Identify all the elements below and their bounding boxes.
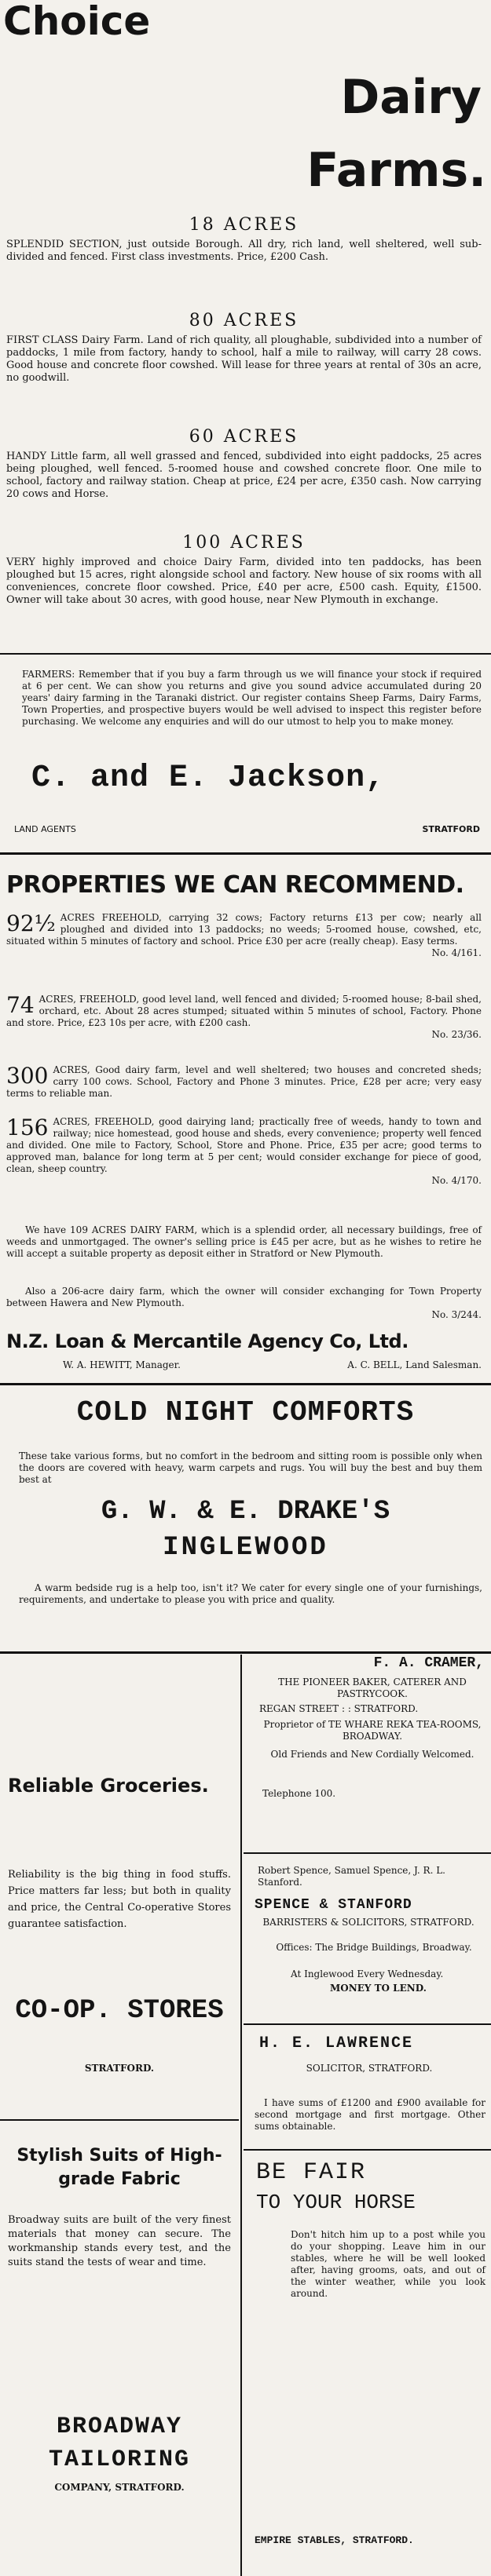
lawrence-role: SOLICITOR, STRATFORD.: [306, 2063, 433, 2074]
lawrence-ad: [244, 2031, 487, 2141]
listing-80-acres: [6, 308, 482, 385]
empire-stables: EMPIRE STABLES, STRATFORD.: [255, 2534, 414, 2546]
property-acres: 156: [6, 1115, 49, 1140]
spence-office: Offices: The Bridge Buildings, Broadway.: [276, 1942, 472, 1953]
suits-company: COMPANY, STRATFORD.: [54, 2482, 185, 2493]
property-text: Also a 206-acre dairy farm, which the owner will consider exchanging for Town Property between Hawera and New Plymouth.: [6, 1286, 482, 1308]
farms-title: Farms.: [306, 143, 486, 198]
property-acres: 300: [6, 1063, 49, 1089]
spence-visit: At Inglewood Every Wednesday.: [291, 1968, 444, 1979]
listing-text: VERY highly improved and choice Dairy Farm, divided into ten paddocks, has been ploughed but 15 acres, right alongside school and factory. New house of six rooms with all conveniences, concrete floor cowshed. Price, £40 per acre, £500 cash. Equity, £1500. Owner will take about 30 acres, with good house, near New Plymouth in exchange.: [6, 556, 482, 606]
horse-title-2: TO YOUR HORSE: [256, 2191, 416, 2214]
property-ref: No. 23/36.: [431, 1029, 482, 1040]
properties-ad: [0, 856, 491, 1460]
horse-text: Don't hitch him up to a post while you do your shopping. Leave him in our stables, where he will be well looked after, having grooms, oats, and out of the winter weather, while you look around.: [291, 2229, 486, 2299]
comforts-intro: These take various forms, but no comfort in the bedroom and sitting room is possible only when the doors are covered with heavy, warm carpets and rugs. You will buy the best and buy them best at: [19, 1450, 482, 1485]
store-name: G. W. & E. DRAKE'S: [101, 1497, 390, 1527]
property-text: ACRES, FREEHOLD, good dairying land; practically free of weeds, handy to town and railway; nice homestead, good house and sheds, every convenience; property well fenced and divided. One mile to Factory, School, Store and Phone. Price, £35 per acre; good terms to approved man, balance for long term at 5 per cent; would consider exchange for piece of good, clean, sheep country.: [6, 1116, 482, 1174]
agent-town: STRATFORD: [422, 824, 480, 834]
two-column-section: [0, 1655, 491, 2576]
property-listing: [6, 1116, 482, 1218]
property-ref: No. 3/244.: [431, 1309, 482, 1320]
farmers-note: FARMERS: Remember that if you buy a farm through us we will finance your stock if required at 6 per cent. We can show you returns and give you sound advice accumulated during 20 years' dairy farming in the Taranaki district. Our register contains Sheep Farms, Dairy Farms, Town Properties, and prospective buyers would be well advised to inspect this register before purchasing. We welcome any enquiries and will do our utmost to help you to make money.: [22, 669, 482, 727]
property-text: ACRES FREEHOLD, carrying 32 cows; Factory returns £13 per cow; nearly all ploughed and divided into 13 paddocks; no weeds; 5-roomed house, cowshed, etc, situated within 5 minutes of factory and school. Price £30 per acre (really cheap). Easy terms.: [6, 912, 482, 947]
agent-role: LAND AGENTS: [14, 824, 76, 834]
cold-night-comforts-ad: [0, 1386, 491, 1650]
property-ref: No. 4/161.: [431, 947, 482, 958]
property-listing: [6, 912, 482, 987]
listing-100-acres: [6, 530, 482, 607]
agent-name: C. and E. Jackson,: [31, 761, 386, 796]
divider: [244, 2149, 491, 2151]
choice-dairy-farms-ad: [0, 0, 491, 852]
property-ref: No. 4/170.: [431, 1175, 482, 1186]
horse-ad: [244, 2157, 487, 2576]
cramer-line1: THE PIONEER BAKER, CATERER AND PASTRYCOOK.: [278, 1677, 467, 1699]
cramer-line4: Old Friends and New Cordially Welcomed.: [270, 1749, 475, 1760]
coop-town: STRATFORD.: [84, 2063, 155, 2074]
divider: [0, 653, 491, 655]
dairy-title: Dairy: [340, 70, 482, 125]
listing-heading: 60 ACRES: [189, 427, 299, 447]
spence-stanford-ad: [244, 1860, 487, 2017]
groceries-ad: [0, 1655, 239, 2125]
spence-firm: SPENCE & STANFORD: [255, 1897, 412, 1913]
listing-heading: 80 ACRES: [189, 311, 299, 330]
divider: [0, 1383, 491, 1385]
listing-text: SPLENDID SECTION, just outside Borough. All dry, rich land, well sheltered, well sub-divided and fenced. First class investments. Price, £200 Cash.: [6, 239, 482, 263]
divider: [0, 2119, 239, 2121]
company-name: N.Z. Loan & Mercantile Agency Co, Ltd.: [6, 1330, 409, 1352]
divider: [244, 1852, 491, 1854]
cramer-ad: [244, 1655, 487, 1857]
suits-title: Stylish Suits of High-grade Fabric: [16, 2146, 222, 2189]
property-text: We have 109 ACRES DAIRY FARM, which is a splendid order, all necessary buildings, free of weeds and unmortgaged. The owner's selling price is £45 per acre, but as he wishes to retire he will accept a suitable property as deposit either in Stratford or New Plymouth.: [6, 1224, 482, 1259]
store-town: INGLEWOOD: [163, 1533, 328, 1563]
listing-18-acres: [6, 212, 482, 264]
property-acres: 92½: [6, 910, 56, 936]
property-listing: [6, 994, 482, 1058]
cramer-line3: Proprietor of TE WHARE REKA TEA-ROOMS, BROADWAY.: [263, 1719, 482, 1742]
groceries-title: Reliable Groceries.: [8, 1775, 209, 1797]
salesman: A. C. BELL, Land Salesman.: [347, 1359, 482, 1370]
coop-stores: CO-OP. STORES: [15, 1996, 224, 2026]
groceries-text: Reliability is the big thing in food stuffs. Price matters far less; but both in quality and price, the Central Co-operative Stores guarantee satisfaction.: [8, 1869, 231, 1930]
suits-ad: [0, 2125, 239, 2576]
horse-title-1: BE FAIR: [256, 2159, 367, 2186]
listing-heading: 18 ACRES: [189, 215, 299, 235]
suits-text: Broadway suits are built of the very finest materials that money can secure. The workmanship stands every test, and the suits stand the tests of wear and time.: [8, 2214, 231, 2268]
property-text: ACRES, Good dairy farm, level and well sheltered; two houses and concreted sheds; carry 100 cows. School, Factory and Phone 3 minutes. Price, £28 per acre; very easy terms to reliable man.: [6, 1064, 482, 1099]
manager: W. A. HEWITT, Manager.: [63, 1359, 181, 1370]
divider: [0, 1651, 491, 1654]
tailoring: TAILORING: [48, 2446, 191, 2473]
listing-heading: 100 ACRES: [182, 533, 306, 553]
cramer-line2: REGAN STREET : : STRATFORD.: [259, 1703, 419, 1714]
listing-60-acres: [6, 424, 482, 501]
cramer-name: F. A. CRAMER,: [373, 1655, 484, 1671]
listing-text: FIRST CLASS Dairy Farm. Land of rich quality, all ploughable, subdivided into a number of paddocks, 1 mile from factory, handy to school, half a mile to railway, will carry 28 cows. Good house and concrete floor cowshed. Will lease for three years at rental of 30s an acre, no goodwill.: [6, 334, 482, 384]
spence-names: Robert Spence, Samuel Spence, J. R. L. Stanford.: [258, 1865, 445, 1888]
spence-role: BARRISTERS & SOLICITORS, STRATFORD.: [262, 1917, 475, 1928]
property-text: ACRES, FREEHOLD, good level land, well fenced and divided; 5-roomed house; 8-bail shed, orchard, etc. About 28 acres stumped; situated within 5 minutes of school, Factory. Phone and store. Price, £23 10s per acre, with £200 cash.: [6, 994, 482, 1028]
properties-title: PROPERTIES WE CAN RECOMMEND.: [6, 871, 464, 899]
property-listing: [6, 1064, 482, 1115]
right-column: [244, 1655, 491, 2576]
lawrence-name: H. E. LAWRENCE: [259, 2034, 414, 2052]
lawrence-text: I have sums of £1200 and £900 available for second mortgage and first mortgage. Other sums obtainable.: [255, 2097, 486, 2132]
choice-title: Choice: [3, 0, 151, 44]
property-acres: 74: [6, 992, 35, 1018]
property-listing: [6, 1286, 482, 1321]
comforts-title: COLD NIGHT COMFORTS: [76, 1396, 415, 1428]
spence-money: MONEY TO LEND.: [330, 1983, 427, 1994]
column-divider: [240, 1655, 242, 2576]
broadway: BROADWAY: [56, 2414, 183, 2440]
cramer-phone: Telephone 100.: [262, 1788, 336, 1799]
listing-text: HANDY Little farm, all well grassed and fenced, subdivided into eight paddocks, 25 acres being ploughed, well fenced. 5-roomed house and cowshed concrete floor. One mile to school, factory and railway station. Cheap at price, £24 per acre, £350 cash. Now carrying 20 cows and Horse.: [6, 451, 482, 500]
comforts-body: A warm bedside rug is a help too, isn't it? We cater for every single one of your furnishings, requirements, and undertake to please you with price and quality.: [19, 1582, 482, 1605]
left-column: [0, 1655, 239, 2576]
divider: [244, 2023, 491, 2025]
divider: [0, 852, 491, 855]
